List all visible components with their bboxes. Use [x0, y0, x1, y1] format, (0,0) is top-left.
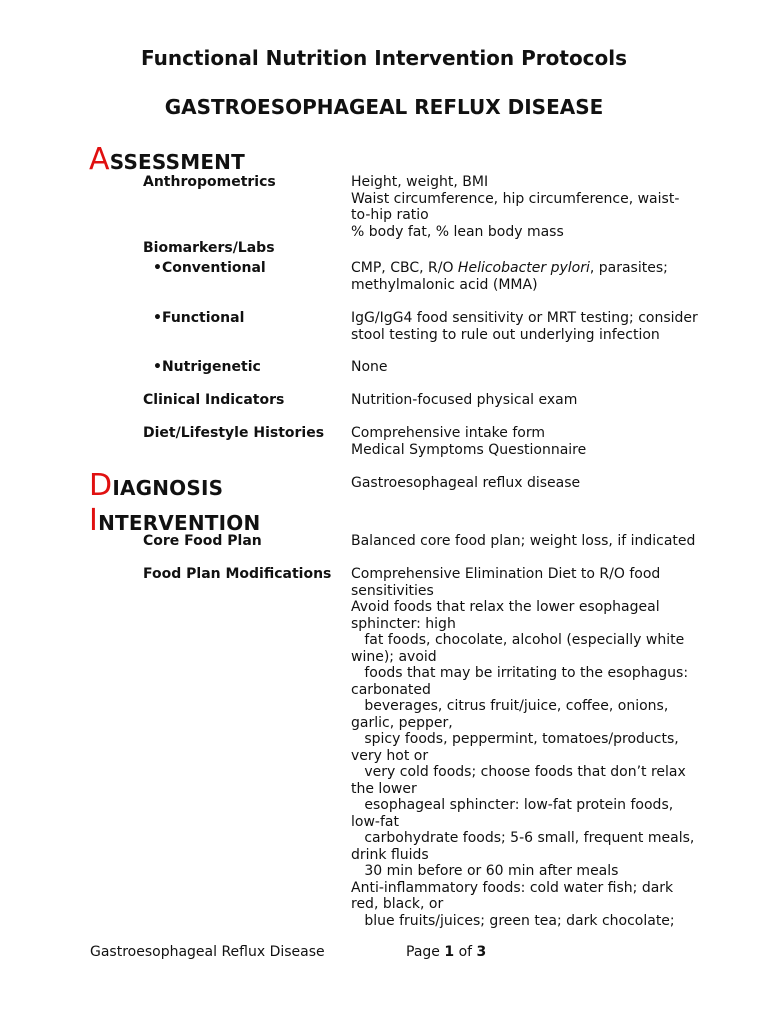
text-line: fat foods, chocolate, alcohol (especially white: [351, 632, 685, 648]
document-subtitle: GASTROESOPHAGEAL REFLUX DISEASE: [164, 95, 604, 119]
text-line: Balanced core food plan; weight loss, if indicated: [351, 533, 696, 549]
anthropometrics-value: [351, 174, 711, 240]
text-line: Comprehensive Elimination Diet to R/O food: [351, 566, 661, 582]
text-line: sensitivities: [351, 582, 434, 599]
text-line: low-fat: [351, 813, 399, 830]
functional-label: •Functional: [153, 310, 245, 326]
text-line: 30 min before or 60 min after meals: [351, 863, 619, 879]
text-line: % body fat, % lean body mass: [351, 223, 564, 240]
text-line: carbonated: [351, 681, 431, 698]
footer-document-name: Gastroesophageal Reflux Disease: [90, 944, 325, 960]
section-initial: D: [89, 468, 113, 503]
text-line: very cold foods; choose foods that don’t relax: [351, 764, 686, 780]
text-line: wine); avoid: [351, 648, 437, 665]
section-heading-rest: SSESSMENT: [109, 150, 245, 174]
clinical-indicators-label: Clinical Indicators: [143, 392, 285, 408]
nutrigenetic-label: •Nutrigenetic: [153, 359, 261, 375]
text-line: very hot or: [351, 747, 429, 764]
text-line: garlic, pepper,: [351, 714, 453, 731]
diet-lifestyle-value: [351, 425, 711, 458]
text-line: Anti-inflammatory foods: cold water fish; dark: [351, 879, 674, 896]
anthropometrics-label: Anthropometrics: [143, 174, 276, 190]
text-line: blue fruits/juices; green tea; dark chocolate;: [351, 912, 675, 929]
text-line: foods that may be irritating to the esophagus:: [351, 665, 689, 681]
text-line: drink fluids: [351, 846, 429, 863]
conventional-value: CMP, CBC, R/O Helicobacter pylori, parasites; methylmalonic acid (MMA): [351, 260, 668, 293]
section-initial: I: [89, 503, 99, 538]
text-line: stool testing to rule out underlying infection: [351, 326, 660, 343]
biomarkers-label: Biomarkers/Labs: [143, 240, 275, 256]
text-line: to-hip ratio: [351, 207, 429, 223]
pathogen-name: Helicobacter pylori: [457, 260, 590, 276]
text-line: sphincter: high: [351, 615, 456, 632]
text-line: Medical Symptoms Questionnaire: [351, 441, 587, 458]
text-line: Height, weight, BMI: [351, 174, 489, 190]
section-heading-rest: IAGNOSIS: [112, 476, 224, 500]
text-line: the lower: [351, 780, 417, 797]
diagnosis-value: Gastroesophageal reflux disease: [351, 475, 581, 491]
food-plan-modifications-label: Food Plan Modifications: [143, 566, 332, 582]
core-food-plan-label: Core Food Plan: [143, 533, 262, 549]
text-line: Avoid foods that relax the lower esophageal: [351, 599, 660, 615]
core-food-plan-value: [351, 533, 711, 550]
text-line: Comprehensive intake form: [351, 425, 545, 441]
nutrigenetic-value: [351, 359, 711, 376]
footer-page-number: Page 1 of 3: [406, 944, 487, 960]
functional-value: [351, 310, 711, 343]
conventional-label: •Conventional: [153, 260, 266, 276]
text-line: esophageal sphincter: low-fat protein foods,: [351, 797, 674, 813]
text-line: None: [351, 359, 388, 375]
text-line: IgG/IgG4 food sensitivity or MRT testing; consider: [351, 310, 698, 326]
document-title: Functional Nutrition Intervention Protocols: [140, 46, 628, 70]
text-line: carbohydrate foods; 5-6 small, frequent meals,: [351, 830, 695, 846]
text-line: red, black, or: [351, 896, 444, 912]
text-line: beverages, citrus fruit/juice, coffee, onions,: [351, 698, 669, 714]
section-assessment-heading: [89, 142, 245, 177]
section-heading-rest: NTERVENTION: [98, 511, 261, 535]
section-initial: A: [89, 142, 110, 177]
food-plan-modifications-value: [351, 566, 711, 929]
text-line: Nutrition-focused physical exam: [351, 392, 578, 408]
clinical-indicators-value: [351, 392, 711, 409]
section-diagnosis-heading: [89, 468, 223, 503]
text-line: spicy foods, peppermint, tomatoes/products,: [351, 731, 679, 747]
text-line: Waist circumference, hip circumference, waist-: [351, 190, 680, 207]
diet-lifestyle-label: Diet/Lifestyle Histories: [143, 425, 325, 441]
